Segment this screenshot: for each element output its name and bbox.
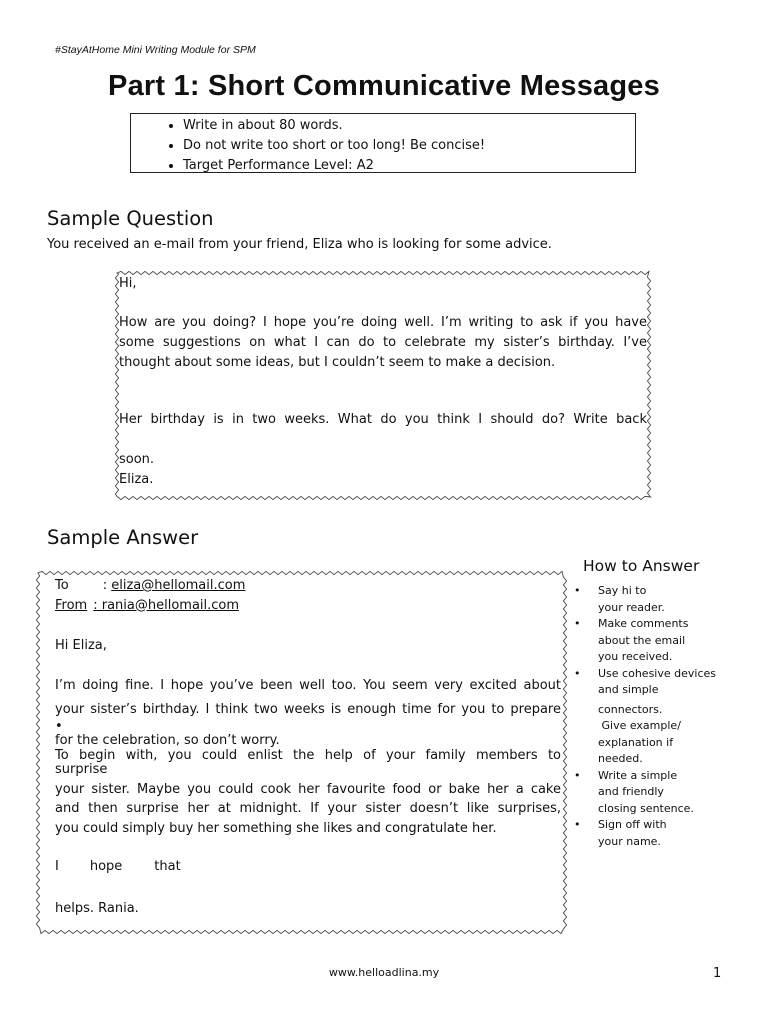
how-to-line: Use cohesive devices <box>598 666 716 680</box>
sample-answer-heading: Sample Answer <box>47 526 199 549</box>
rule-item: • Do not write too short or too long! Be concise! <box>183 136 635 156</box>
question-email <box>119 274 647 490</box>
closing-signoff: helps. Rania. <box>55 900 139 916</box>
bullet-icon: • <box>574 768 581 782</box>
answer-line: To begin with, you could enlist the help of your family members to <box>55 747 561 763</box>
rule-item: • Target Performance Level: A2 <box>183 156 635 176</box>
from-label: From <box>55 597 88 613</box>
how-to-line: about the email <box>598 633 686 647</box>
how-to-item <box>566 616 736 666</box>
how-to-line: closing sentence. <box>598 801 694 815</box>
rule-item: • Write in about 80 words. <box>183 116 635 136</box>
answer-line: and then surprise her at midnight. If your sister doesn’t like surprises, <box>55 801 561 816</box>
sample-question-heading: Sample Question <box>47 207 214 230</box>
how-to-line: your reader. <box>598 600 665 614</box>
answer-email <box>55 576 561 918</box>
question-intro: You received an e-mail from your friend, Eliza who is looking for some advice. <box>47 237 552 252</box>
page-number: 1 <box>713 966 722 981</box>
closing-word: that <box>154 859 181 874</box>
email-greeting: Hi, <box>119 276 137 291</box>
how-to-line: you received. <box>598 650 673 663</box>
how-to-item <box>566 768 736 818</box>
page-title: Part 1: Short Communicative Messages <box>108 70 660 102</box>
email-line: thought about some ideas, but I couldn’t seem to make a decision. <box>119 355 556 370</box>
closing-word: I <box>55 859 59 874</box>
how-to-answer-list <box>566 583 736 850</box>
answer-line: I’m doing fine. I hope you’ve been well too. You seem very excited about <box>55 677 561 693</box>
email-line: some suggestions on what I can do to celebrate my sister’s birthday. I’ve <box>119 335 647 350</box>
email-signoff: Eliza. <box>119 472 154 487</box>
how-to-line: your name. <box>598 834 661 848</box>
to-sep: : <box>102 578 108 593</box>
answer-greeting: Hi Eliza, <box>55 638 107 653</box>
website-link[interactable]: www.helloadlina.my <box>328 966 440 979</box>
how-to-line: Sign off with <box>598 818 667 831</box>
to-line <box>55 576 561 596</box>
how-to-line: connectors. <box>598 702 663 716</box>
email-line: soon. <box>119 452 155 467</box>
closing-line <box>55 857 561 877</box>
how-to-line: Make comments <box>598 617 689 630</box>
how-to-line: Say hi to <box>598 584 647 597</box>
bullet-icon: • <box>574 617 581 630</box>
how-to-item <box>566 817 736 850</box>
from-email-link[interactable]: : rania@hellomail.com <box>93 597 240 613</box>
answer-line: your sister’s birthday. I think two weeks is enough time for you to prepare <box>55 702 561 717</box>
closing-word: hope <box>89 859 123 874</box>
bullet-icon: • <box>574 584 581 597</box>
answer-line: you could simply buy her something she likes and congratulate her. <box>55 820 497 836</box>
email-line: Her birthday is in two weeks. What do you think I should do? Write back <box>119 412 647 427</box>
how-to-line: Write a simple <box>598 768 678 782</box>
answer-line: surprise <box>55 761 108 777</box>
email-line: How are you doing? I hope you’re doing well. I’m writing to ask if you have <box>119 315 647 330</box>
to-label: To <box>55 578 69 593</box>
answer-bullet: • <box>55 718 63 734</box>
how-to-answer-title: How to Answer <box>583 557 700 575</box>
answer-line: for the celebration, so don’t worry. <box>55 732 280 748</box>
how-to-line: Give example/ <box>598 719 681 732</box>
how-to-item <box>566 583 736 616</box>
answer-line: your sister. Maybe you could cook her favourite food or bake her a cake <box>55 781 561 797</box>
module-label: #StayAtHome Mini Writing Module for SPM <box>55 44 256 56</box>
bullet-icon: • <box>574 818 581 831</box>
how-to-item <box>566 666 736 768</box>
from-line <box>55 596 561 616</box>
how-to-line: explanation if <box>598 735 674 749</box>
how-to-line: needed. <box>598 752 643 765</box>
how-to-line: and friendly <box>598 785 664 798</box>
to-email-link[interactable]: eliza@hellomail.com <box>111 578 246 593</box>
bullet-icon: • <box>574 666 581 680</box>
how-to-line: and simple <box>598 683 659 696</box>
